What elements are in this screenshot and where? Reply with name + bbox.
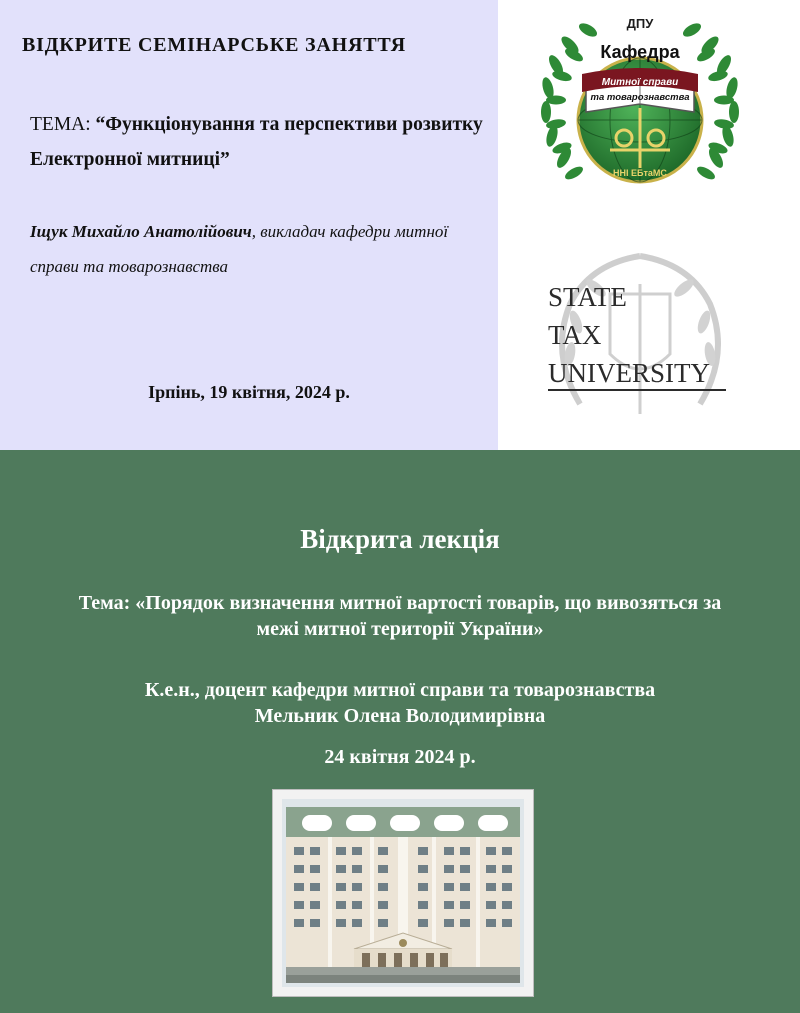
- department-emblem-logo: [534, 8, 746, 213]
- emblem-bottom-text: ННІ ЕБтаМС: [613, 168, 667, 178]
- university-building-photo: [272, 789, 534, 997]
- lecture-author-name: Мельник Олена Володимирівна: [254, 705, 546, 727]
- lecture-topic: Тема: «Порядок визначення митної вартості товарів, що вивозяться за межі митної території України»: [78, 592, 722, 640]
- topic-value: “Функціонування та перспективи розвитку Електронної митниці”: [30, 114, 483, 170]
- lecture-author: [40, 677, 760, 729]
- seminar-announcement: [0, 0, 800, 450]
- seminar-panel: [0, 0, 498, 450]
- lecture-author-position: К.е.н., доцент кафедри митної справи та товарознавства: [144, 679, 656, 701]
- author-role: , викладач кафедри митної справи та товарознавства: [30, 222, 449, 276]
- emblem-title: Кафедра: [600, 42, 680, 62]
- topic-label: ТЕМА:: [30, 114, 96, 135]
- state-tax-university-logo: [540, 244, 740, 436]
- seminar-heading: ВІДКРИТЕ СЕМІНАРСЬКЕ ЗАНЯТТЯ: [22, 34, 407, 56]
- lecture-title: Відкрита лекція: [300, 524, 500, 554]
- logo-line-university: UNIVERSITY: [548, 358, 710, 388]
- logo-line-tax: TAX: [548, 320, 602, 350]
- emblem-line1: Митної справи: [601, 77, 679, 88]
- emblem-line2: та товарознавства: [590, 92, 690, 103]
- seminar-topic: [30, 107, 490, 177]
- emblem-top-text: ДПУ: [626, 16, 654, 31]
- lecture-date: 24 квітня 2024 р.: [324, 746, 476, 768]
- author-name: Іщук Михайло Анатолійович: [30, 222, 252, 241]
- seminar-place-date: Ірпінь, 19 квітня, 2024 р.: [148, 382, 350, 402]
- logo-line-state: STATE: [548, 282, 627, 312]
- seminar-author: [30, 214, 470, 284]
